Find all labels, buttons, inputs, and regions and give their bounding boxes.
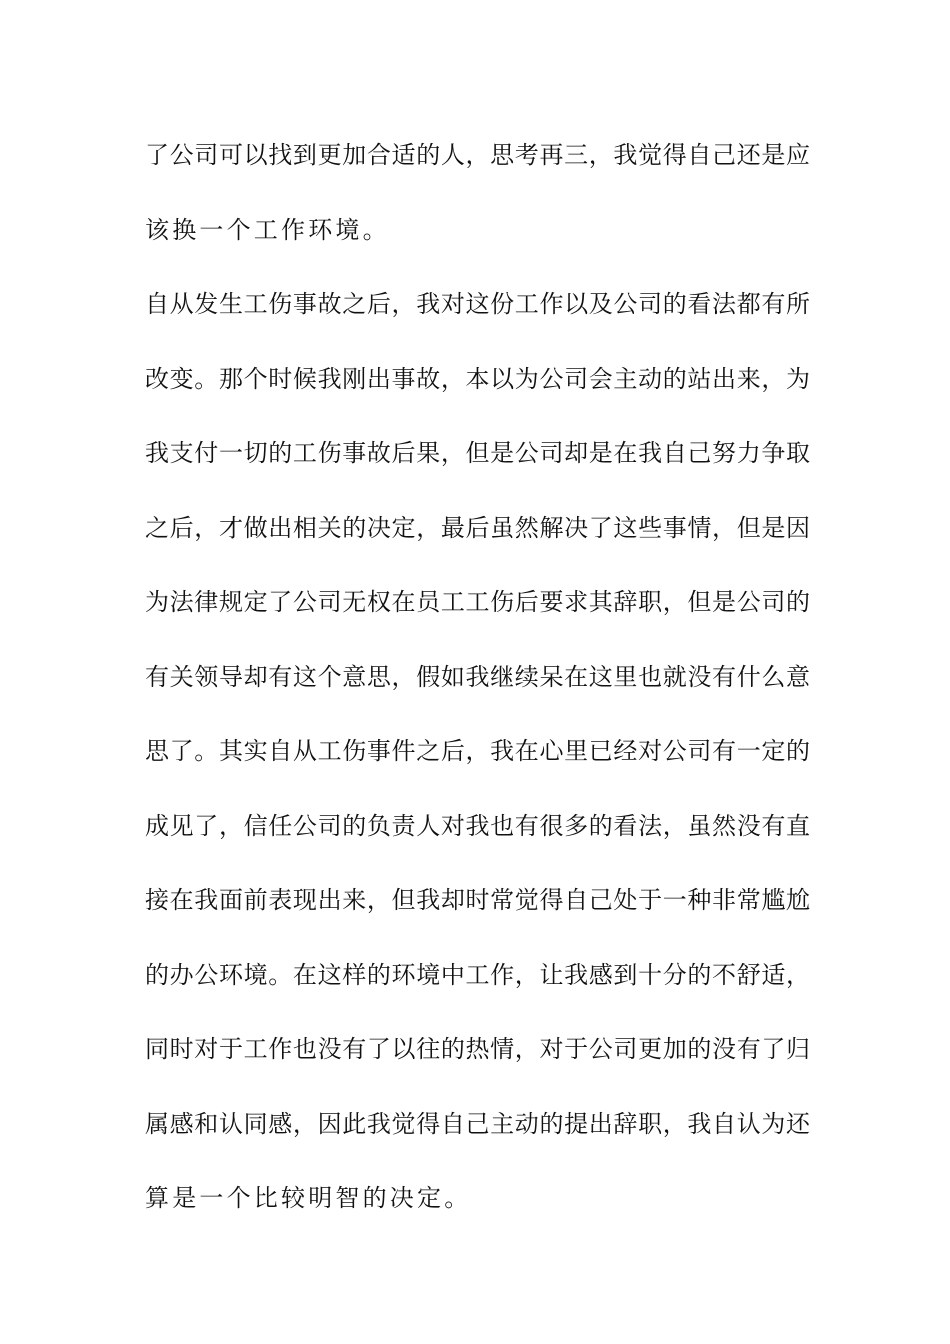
- text-line: 自从发生工伤事故之后，我对这份工作以及公司的看法都有所: [145, 290, 810, 318]
- text-line: 我支付一切的工伤事故后果，但是公司却是在我自己努力争取: [145, 439, 810, 467]
- text-line: 接在我面前表现出来，但我却时常觉得自己处于一种非常尴尬: [145, 886, 810, 914]
- text-line: 属感和认同感，因此我觉得自己主动的提出辞职，我自认为还: [145, 1109, 810, 1138]
- text-line: 有关领导却有这个意思，假如我继续呆在这里也就没有什么意: [145, 662, 810, 691]
- text-line: 该换一个工作环境。: [145, 215, 390, 244]
- text-line: 了公司可以找到更加合适的人，思考再三，我觉得自己还是应: [145, 141, 810, 169]
- body-text: [145, 131, 810, 1249]
- text-line: 同时对于工作也没有了以往的热情，对于公司更加的没有了归: [145, 1035, 810, 1063]
- text-line: 成见了，信任公司的负责人对我也有很多的看法，虽然没有直: [145, 811, 810, 840]
- text-line: 的办公环境。在这样的环境中工作，让我感到十分的不舒适，: [145, 960, 810, 989]
- text-line: 为法律规定了公司无权在员工工伤后要求其辞职，但是公司的: [145, 588, 810, 616]
- text-line: 算是一个比较明智的决定。: [145, 1184, 472, 1212]
- text-line: 之后，才做出相关的决定，最后虽然解决了这些事情，但是因: [145, 513, 810, 542]
- text-line: 思了。其实自从工伤事件之后，我在心里已经对公司有一定的: [145, 737, 810, 765]
- text-line: 改变。那个时候我刚出事故，本以为公司会主动的站出来，为: [145, 364, 810, 393]
